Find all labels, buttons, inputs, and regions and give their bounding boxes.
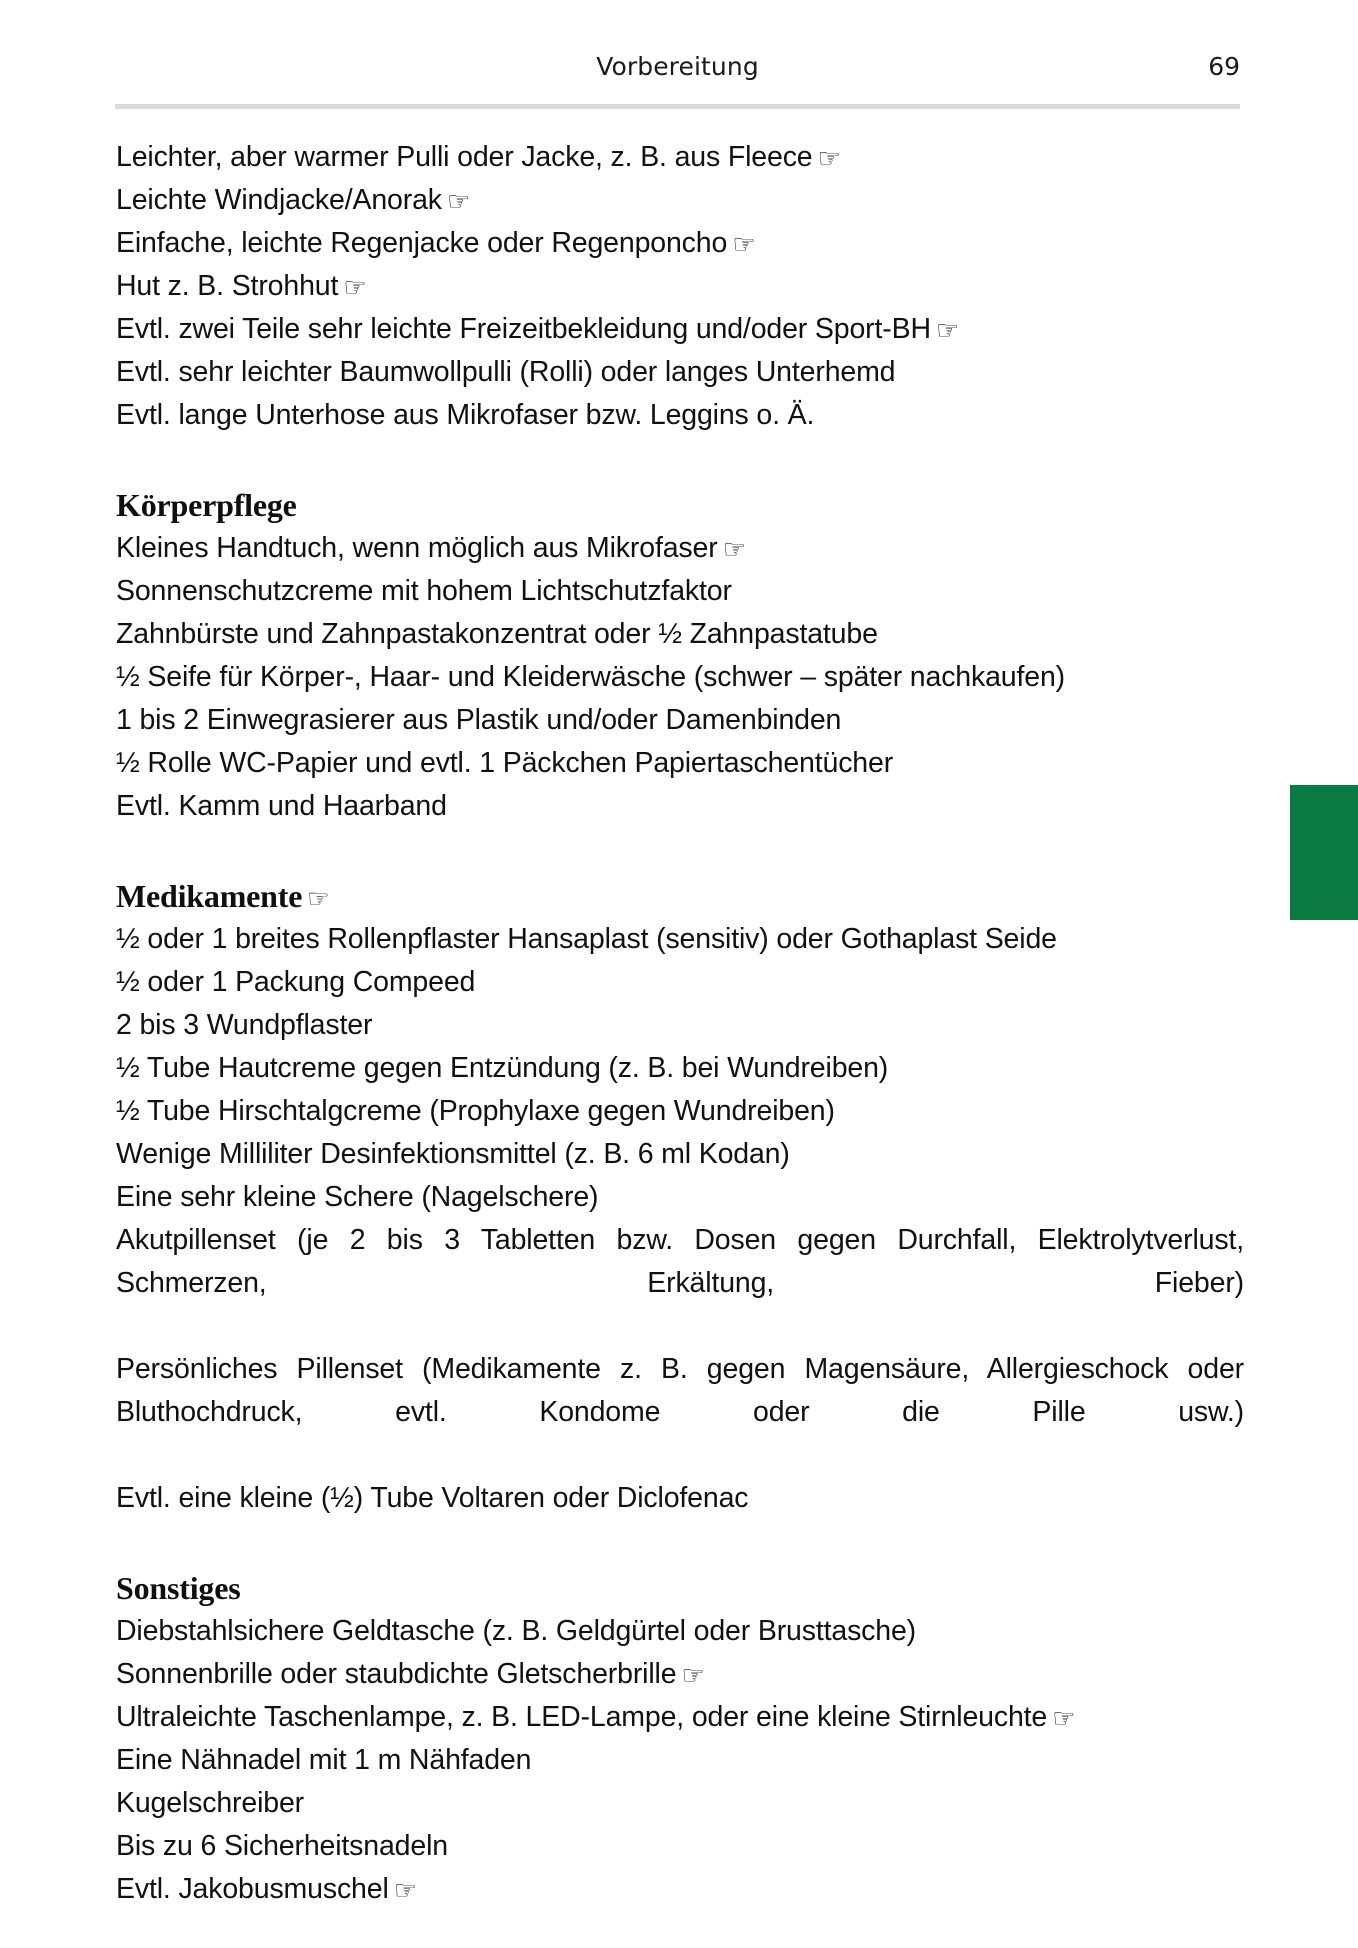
list-item-text: Kugelschreiber <box>116 1787 305 1819</box>
list-item <box>116 136 1244 179</box>
list-item-text: Einfache, leichte Regenjacke oder Regenponcho <box>116 227 728 259</box>
list-item <box>116 351 1244 394</box>
list-item <box>116 918 1244 961</box>
list-item <box>116 1739 1244 1782</box>
list-item-text: ½ oder 1 Packung Compeed <box>116 966 476 998</box>
pointing-hand-icon: ☞ <box>446 187 471 217</box>
list-item <box>116 1176 1244 1219</box>
list-item <box>116 1004 1244 1047</box>
section-heading <box>116 483 1244 527</box>
pointing-hand-icon: ☞ <box>1052 1704 1076 1734</box>
list-item-text: Bis zu 6 Sicherheitsnadeln <box>116 1830 448 1862</box>
list-item <box>116 699 1244 742</box>
list-item <box>116 265 1244 308</box>
list-item <box>116 1653 1244 1696</box>
section-spacer <box>116 1520 1244 1566</box>
section-heading <box>116 874 1244 918</box>
pointing-hand-icon: ☞ <box>343 273 367 303</box>
pointing-hand-icon: ☞ <box>935 316 960 346</box>
section-heading <box>116 1566 1244 1610</box>
list-item <box>116 656 1244 699</box>
section-spacer <box>116 828 1244 874</box>
list-item <box>116 222 1244 265</box>
list-item-text: ½ oder 1 breites Rollenpflaster Hansaplast (sensitiv) oder Gothaplast Seide <box>116 923 1057 955</box>
list-item-text: Evtl. lange Unterhose aus Mikrofaser bzw. Leggins o. Ä. <box>116 399 815 431</box>
pointing-hand-icon: ☞ <box>817 144 841 174</box>
list-item-text: ½ Rolle WC-Papier und evtl. 1 Päckchen Papiertaschentücher <box>116 747 894 779</box>
list-item-text: Persönliches Pillenset (Medikamente z. B. gegen Magensäure, Allergieschock oder Bluthochdruck, evtl. Kondome oder die Pille usw.) <box>116 1353 1244 1428</box>
list-item <box>116 1868 1244 1911</box>
list-item-text: Akutpillenset (je 2 bis 3 Tabletten bzw. Dosen gegen Durchfall, Elektrolytverlust, Schmerzen, Erkältung, Fieber) <box>116 1224 1244 1299</box>
list-item-text: Leichter, aber warmer Pulli oder Jacke, z. B. aus Fleece <box>116 141 813 173</box>
list-item <box>116 179 1244 222</box>
list-item <box>116 785 1244 828</box>
section-heading-label: Körperpflege <box>116 487 297 523</box>
list-item-text: Eine sehr kleine Schere (Nagelschere) <box>116 1181 599 1213</box>
list-item <box>116 1133 1244 1176</box>
page-title: Vorbereitung <box>596 52 759 81</box>
pointing-hand-icon: ☞ <box>681 1661 705 1691</box>
list-item <box>116 1696 1244 1739</box>
list-item <box>116 527 1244 570</box>
list-item-text: ½ Tube Hautcreme gegen Entzündung (z. B. bei Wundreiben) <box>116 1052 889 1084</box>
pointing-hand-icon: ☞ <box>722 535 746 565</box>
list-item <box>116 308 1244 351</box>
pointing-hand-icon: ☞ <box>307 884 330 913</box>
list-item <box>116 1348 1244 1477</box>
list-item <box>116 961 1244 1004</box>
list-item <box>116 1047 1244 1090</box>
list-item-text: Kleines Handtuch, wenn möglich aus Mikrofaser <box>116 532 718 564</box>
list-item <box>116 1219 1244 1348</box>
list-item <box>116 742 1244 785</box>
list-item-text: Hut z. B. Strohhut <box>116 270 339 302</box>
page-number: 69 <box>1208 52 1240 81</box>
header-divider <box>115 104 1240 109</box>
list-item-text: Eine Nähnadel mit 1 m Nähfaden <box>116 1744 532 1776</box>
list-item-text: Evtl. sehr leichter Baumwollpulli (Rolli) oder langes Unterhemd <box>116 356 896 388</box>
list-item-text: Evtl. eine kleine (½) Tube Voltaren oder Diclofenac <box>116 1482 749 1514</box>
list-item-text: ½ Seife für Körper-, Haar- und Kleiderwäsche (schwer – später nachkaufen) <box>116 661 1066 693</box>
section-heading-label: Sonstiges <box>116 1570 241 1606</box>
pointing-hand-icon: ☞ <box>393 1876 417 1906</box>
list-item-text: Evtl. Kamm und Haarband <box>116 790 447 822</box>
list-item <box>116 1610 1244 1653</box>
list-item-text: Diebstahlsichere Geldtasche (z. B. Geldgürtel oder Brusttasche) <box>116 1615 917 1647</box>
list-item-text: Wenige Milliliter Desinfektionsmittel (z. B. 6 ml Kodan) <box>116 1138 790 1170</box>
list-item-text: 1 bis 2 Einwegrasierer aus Plastik und/oder Damenbinden <box>116 704 842 736</box>
running-head <box>115 52 1240 98</box>
list-item-text: 2 bis 3 Wundpflaster <box>116 1009 373 1041</box>
list-item <box>116 613 1244 656</box>
list-item <box>116 1825 1244 1868</box>
list-item-text: Sonnenbrille oder staubdichte Gletscherbrille <box>116 1658 677 1690</box>
list-item <box>116 1782 1244 1825</box>
list-item-text: Sonnenschutzcreme mit hohem Lichtschutzfaktor <box>116 575 732 607</box>
list-item-text: Evtl. Jakobusmuschel <box>116 1873 389 1905</box>
chapter-thumb-tab <box>1290 785 1358 920</box>
list-item-text: ½ Tube Hirschtalgcreme (Prophylaxe gegen Wundreiben) <box>116 1095 835 1127</box>
list-item-text: Leichte Windjacke/Anorak <box>116 184 442 216</box>
page-content <box>116 136 1244 1911</box>
list-item-text: Zahnbürste und Zahnpastakonzentrat oder ½ Zahnpastatube <box>116 618 878 650</box>
list-item <box>116 570 1244 613</box>
list-item-text: Evtl. zwei Teile sehr leichte Freizeitbekleidung und/oder Sport-BH <box>116 313 931 345</box>
list-item-text: Ultraleichte Taschenlampe, z. B. LED-Lampe, oder eine kleine Stirnleuchte <box>116 1701 1048 1733</box>
list-item <box>116 1477 1244 1520</box>
pointing-hand-icon: ☞ <box>732 230 756 260</box>
section-spacer <box>116 437 1244 483</box>
list-item <box>116 394 1244 437</box>
section-heading-label: Medikamente <box>116 878 303 914</box>
list-item <box>116 1090 1244 1133</box>
